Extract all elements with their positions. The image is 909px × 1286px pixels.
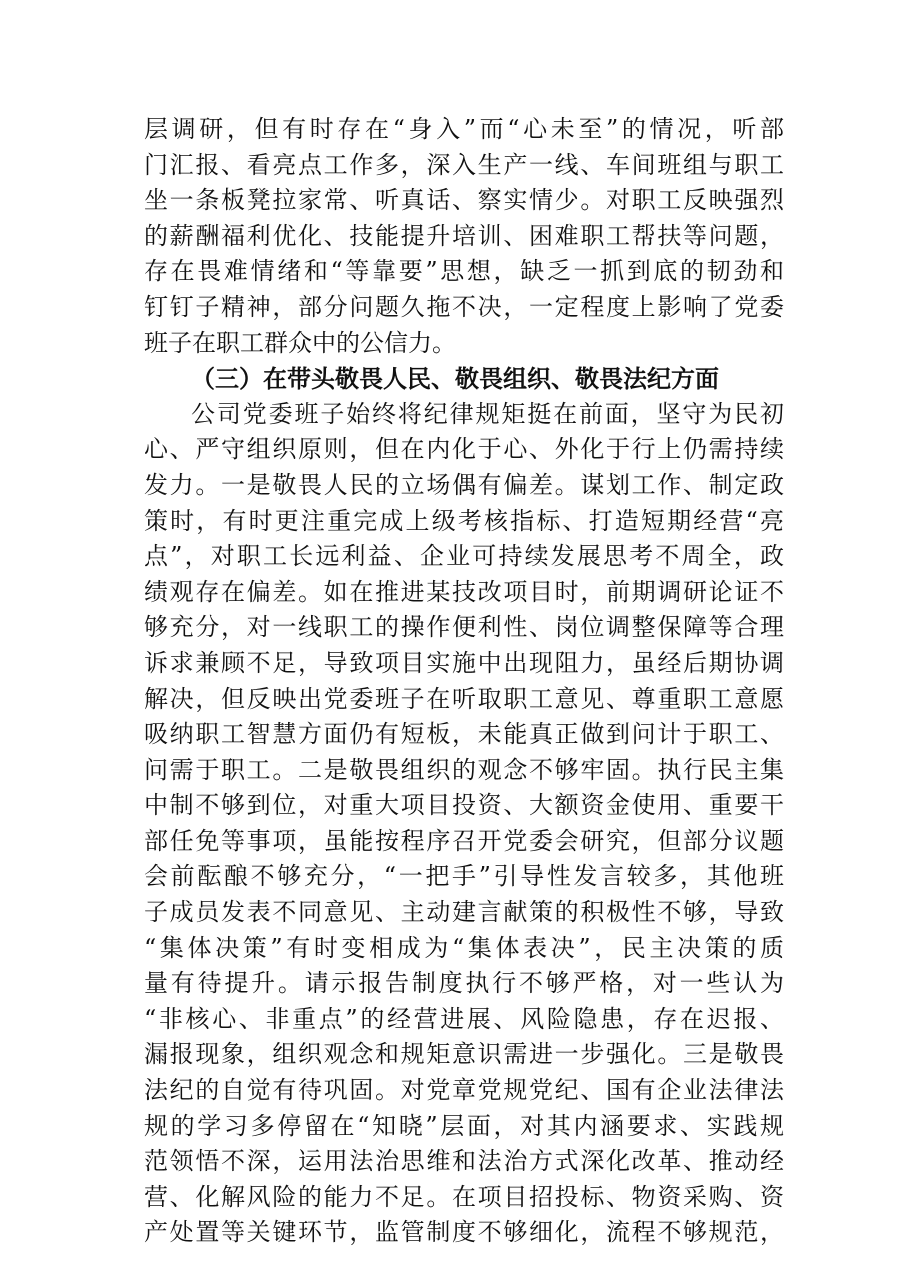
section-heading: （三）在带头敬畏人民、敬畏组织、敬畏法纪方面 xyxy=(191,364,719,394)
body-text-line: 心、严守组织原则，但在内化于心、外化于行上仍需持续 xyxy=(144,435,784,464)
body-text-line: 诉求兼顾不足，导致项目实施中出现阻力，虽经后期协调 xyxy=(144,648,784,677)
body-text-line: 策时，有时更注重完成上级考核指标、打造短期经营“亮 xyxy=(144,506,784,535)
body-text-line: “非核心、非重点”的经营进展、风险隐患，存在迟报、 xyxy=(144,1004,784,1033)
body-text-line: 绩观存在偏差。如在推进某技改项目时，前期调研论证不 xyxy=(144,577,784,606)
body-text-line: 漏报现象，组织观念和规矩意识需进一步强化。三是敬畏 xyxy=(144,1040,784,1069)
body-text-line: 营、化解风险的能力不足。在项目招投标、物资采购、资 xyxy=(144,1182,784,1211)
body-text-line: 子成员发表不同意见、主动建言献策的积极性不够，导致 xyxy=(144,898,784,927)
body-text-line: 发力。一是敬畏人民的立场偶有偏差。谋划工作、制定政 xyxy=(144,470,784,499)
body-text-line: 够充分，对一线职工的操作便利性、岗位调整保障等合理 xyxy=(144,613,784,642)
body-text-line: 解决，但反映出党委班子在听取职工意见、尊重职工意愿 xyxy=(144,684,784,713)
paragraph-first-line: 公司党委班子始终将纪律规矩挺在前面，坚守为民初 xyxy=(191,399,784,428)
body-text-line: 范领悟不深，运用法治思维和法治方式深化改革、推动经 xyxy=(144,1147,784,1176)
body-text-line: 中制不够到位，对重大项目投资、大额资金使用、重要干 xyxy=(144,791,784,820)
paragraph-last-line: 班子在职工群众中的公信力。 xyxy=(144,328,456,357)
body-text-line: 点”，对职工长远利益、企业可持续发展思考不周全，政 xyxy=(144,542,784,571)
body-text-line: 门汇报、看亮点工作多，深入生产一线、车间班组与职工 xyxy=(144,150,784,179)
body-text-line: 层调研，但有时存在“身入”而“心未至”的情况，听部 xyxy=(144,115,784,143)
body-text-line: 问需于职工。二是敬畏组织的观念不够牢固。执行民主集 xyxy=(144,755,784,784)
body-text-line: 产处置等关键环节，监管制度不够细化，流程不够规范， xyxy=(144,1218,784,1247)
document-body xyxy=(144,112,784,1251)
body-text-line: 钉钉子精神，部分问题久拖不决，一定程度上影响了党委 xyxy=(144,292,784,321)
body-text-line: 规的学习多停留在“知晓”层面，对其内涵要求、实践规 xyxy=(144,1111,784,1140)
body-text-line: 部任免等事项，虽能按程序召开党委会研究，但部分议题 xyxy=(144,826,784,855)
body-text-line: 量有待提升。请示报告制度执行不够严格，对一些认为 xyxy=(144,969,784,998)
body-text-line: 会前酝酿不够充分，“一把手”引导性发言较多，其他班 xyxy=(144,862,784,891)
body-text-line: 的薪酬福利优化、技能提升培训、困难职工帮扶等问题， xyxy=(144,221,784,250)
body-text-line: “集体决策”有时变相成为“集体表决”，民主决策的质 xyxy=(144,933,784,962)
body-text-line: 存在畏难情绪和“等靠要”思想，缺乏一抓到底的韧劲和 xyxy=(144,257,784,286)
body-text-line: 法纪的自觉有待巩固。对党章党规党纪、国有企业法律法 xyxy=(144,1076,784,1105)
body-text-line: 吸纳职工智慧方面仍有短板，未能真正做到问计于职工、 xyxy=(144,720,784,749)
body-text-line: 坐一条板凳拉家常、听真话、察实情少。对职工反映强烈 xyxy=(144,186,784,215)
